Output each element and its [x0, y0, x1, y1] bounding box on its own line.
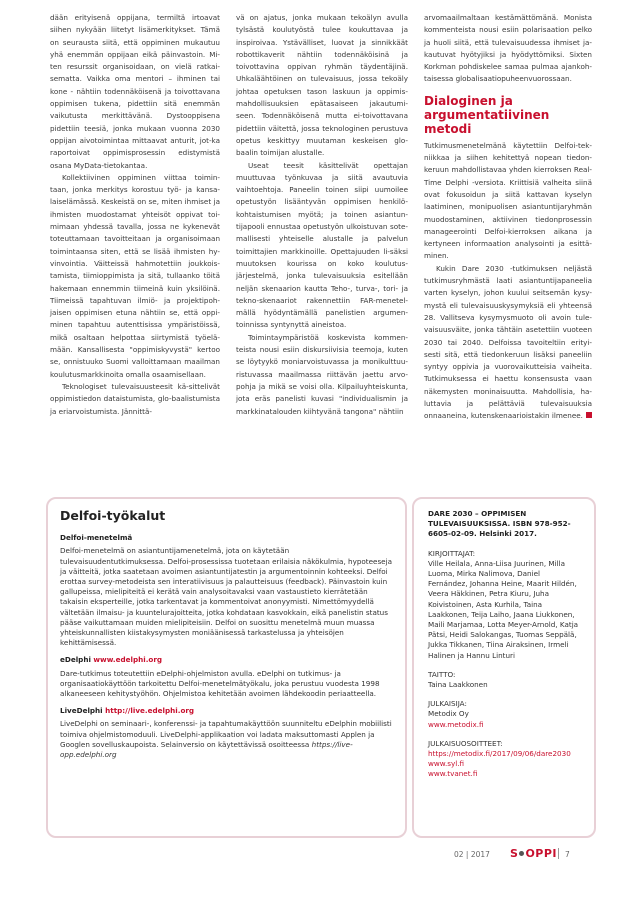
article-paragraph: dään erityisenä oppijana, termiltä irtoavat siihen nykyään liitetyt lisämerkitykset. Tämä on seurausta siitä, että oppiminen mukautuu yhä enemmän oppijaan eikä päinvastoin. Mi-ten resurssit organisoidaan, on vielä ratkai-sematta. Vaikka oma mentori – ihminen tai kone - nähtiin todennäköisenä ja toivottavana oppimisen tukena, pidettiin sitä enemmän vaikutusta merkittävänä. Dystooppisena pidettiin teesiä, jonka mukaan vuonna 2030 oppijan aivotoimintaa mittaavat anturit, jot-ka raportoivat oppimisprosessin edistymistä osana MyData-tietokantaa. — [50, 13, 220, 170]
article-paragraph: vä on ajatus, jonka mukaan tekoälyn avulla tylsästä koulutyöstä tulee koukuttavaa ja inspiroivaa. Ystävälliset, luovat ja sinnikkäät robottikaverit nähtiin todennäköisinä ja toivottavina oppivan ryhmän täydentäjinä. Uhkaläähtöinen on tulevaisuus, jossa tekoäly johtaa opetuksen tason laskuun ja oppimis-mahdollisuuksien epätasaiseen jakautumi-seen. Todennäköisenä mutta ei-toivottavana pidettiin väitettä, jossa teknologinen perustuva opetus keskittyy muutaman keskeisen glo-baalin toimijan alustalle. — [236, 13, 408, 158]
layout-name: Taina Laakkonen — [428, 680, 488, 690]
subsection-text — [60, 719, 393, 760]
edelphi-link[interactable]: www.edelphi.org — [93, 655, 163, 665]
publisher-link[interactable]: www.metodix.fi — [428, 719, 484, 729]
article-paragraph: arvomaailmaltaan kestämättömänä. Monista kommenteista nousi esiin polarisaation pelko ja huoli siitä, että tulevaisuudessa ihmiset ja-kautuvat hyötyjiksi ja hyödyttömiksi. Sixten Korkman pohdiskelee samaa pulmaa ajankoh-taisessa globalisaatiopuheenvuorossaan. — [424, 13, 592, 84]
soppi-logo — [510, 847, 557, 860]
publisher-block — [428, 699, 580, 730]
article-column-2 — [236, 12, 408, 418]
article-paragraph: Useat teesit käsittelivät opettajan muuttuvaa työnkuvaa ja siitä avautuvia vaihtoehtoja. Paneelin toinen siipi uumoilee opetustyön lisääntyvän oppimisen henkilö-kohtaistumisen myötä; ja toinen asiantun-tijapooli ennustaa opetustyön ulkoistuvan sote-mallisesti yhteiselle alustalle ja palvelun toimittajien markkinoille. Opettajuuden li-säksi muutoksen kourissa on koko koulutus-järjestelmä, jonka tulevaisuuksia esitellään neljän skenaarion kautta Teho-, turva-, tori- ja tekno-skenaariot rakennettiin FAR-menetel-mällä hyödyntämällä panelistien argumen-toinnissa syntynyttä aineistoa. — [236, 160, 408, 330]
subsection-title: Delfoi-menetelmä — [60, 533, 133, 543]
layout-label: TAITTO: — [428, 669, 456, 679]
issue-number: 02 | 2017 — [454, 850, 490, 859]
url-link[interactable]: https://metodix.fi/2017/09/06/dare2030 — [428, 749, 571, 759]
page-footer — [454, 849, 604, 863]
subsection-title — [60, 655, 393, 665]
livedelphi-text: LiveDelphi on seminaari-, konferenssi- ja tapahtumakäyttöön suunniteltu eDelphin mobiilisti toimiva ohjelmistomoduuli. LiveDelphi-applikaation voi ladata maksuttomasti Applen ja Googlen sovelluskaupoista. Selainversio on käytettävissä osoitteessa — [60, 719, 392, 749]
page-number: 7 — [565, 850, 570, 859]
publication-title: DARE 2030 – OPPIMISEN TULEVAISUUKSISSA. ISBN 978-952-6605-02-09. Helsinki 2017. — [428, 509, 571, 539]
urls-block — [428, 739, 580, 780]
publisher-label: JULKAISIJA: — [428, 699, 467, 709]
subsection-text: Delfoi-menetelmä on asiantuntijamenetelmä, jota on käytetään tulevaisuudentutkimuksessa. Delfoi-prosessissa tuotetaan erilaisia näkökulmia, hypoteeseja ja väitteitä, jotka saatetaan avoimen asiantuntijatestin ja argumentoinnin kohteeksi. Delfoi erottaa survey-metodeista sen interatiivisuus ja palautteisuus (feedback). Päinvastoin kuin gallupeissa, mielipiteitä ei kerätä vain analysoitavaksi vaan vastaustieto kierrätetään takaisin eksperteille, jotka tarkentavat ja kommentoivat anonyymisti. Nimettömyydellä vältetään ilmaisu- ja kuuntelurajoitteita, jotka kohdataan kasvokkain, eikä panelistin status pääse vaikuttamaan muiden mielipiteisiin. Delfoi on suosittu menetelmä muun muassa yhteiskunnallisten kiistakysymysten moniäänisessä tarkastelussa ja yhteisöjen kehittämisessä. — [60, 546, 393, 648]
url-link[interactable]: www.tvanet.fi — [428, 769, 478, 779]
urls-label: JULKAISUOSOITTEET: — [428, 738, 503, 748]
authors-label: KIRJOITTAJAT: — [428, 548, 476, 558]
subsection-text: Dare-tutkimus toteutettiin eDelphi-ohjelmiston avulla. eDelphi on tutkimus- ja organisaatiokäyttöön tarkoitettu Delfoi-menetelmätyökalu, joka perustuu vuodesta 1998 alkaneeseen kehitystyöhön. Ohjelmistoa kehitetään avoimen lähdekoodin periaatteella. — [60, 668, 380, 699]
delfoi-tools-box — [46, 497, 407, 838]
publication-info-box — [412, 497, 596, 838]
logo-dot-icon — [519, 851, 524, 856]
article-paragraph: Toimintaympäristöä koskevista kommen-teista nousi esiin diskursiivisia teemoja, kuten se löytyykö moniarvoistuvassa ja monikulttuu-ristuvassa maailmassa riittävän jaettu arvo-pohja ja mikä se voisi olla. Kilpailuyhteiskunta, jota eräs panelisti kuvasi "individualismin ja markkinatalouden kiihtyvänä tangona" nähtiin — [236, 332, 408, 416]
subsection-title — [60, 706, 393, 716]
footer-divider — [558, 848, 559, 859]
article-paragraph-text: Kukin Dare 2030 -tutkimuksen neljästä tutkimusryhmästä laati asiantuntijapaneelia varten kyselyn, johon kuului seitsemän kysy-mystä eli tulevaisuuskysymyksiä eli yhteensä 28. Vallitseva kysymysmuoto oli avoin tule-vaisuusväite, jonka tähtäin asetettiin vuoteen 2030 tai 2040. Delfoissa tavoiteltiin erityi-sesti sitä, että tiedonkeruun lisäksi paneeliin syntyy oppivia ja vuorovaikutteisia vaiheita. Tutkimuksessa ei haettu konsensusta vaan näkemysten moninaisuutta. Mahdollisia, ha-luttavia ja pelättäviä tulevaisuuksia onnaaneina, kutenskenaarioistakin ilmenee. — [424, 263, 592, 421]
end-mark-icon — [586, 412, 592, 418]
article-paragraph — [424, 263, 592, 423]
article-paragraph: Tutkimusmenetelmänä käytettiin Delfoi-tek-niikkaa ja siihen kehitettyä nopean tiedon-keruun mahdollistavaa yhden kierroksen Real-Time Delphi -versiota. Kriittisiä valheita siinä ovat fokusoidun ja siitä kattavan kyselyn laatiminen, monipuolisen asiantuntijaryhmän muodostaminen, aktiivinen tiedonprosessin manageerointi Delfoi-kierroksen aikana ja kertyneen informaation analysointi ja esittä-minen. — [424, 140, 592, 261]
livedelphi-link[interactable]: http://live.edelphi.org — [105, 706, 195, 716]
article-column-1 — [50, 12, 220, 418]
url-link[interactable]: www.syl.fi — [428, 759, 465, 769]
box-title: Delfoi-työkalut — [60, 508, 166, 523]
livedelphi-name: LiveDelphi — [60, 706, 103, 716]
logo-s: S — [510, 847, 519, 860]
section-heading: Dialoginen ja argumentatiivinen metodi — [424, 93, 550, 136]
article-paragraph: Kollektiivinen oppiminen viittaa toimin-taan, jonka merkitys korostuu työ- ja kansa-laiselämässä. Keskeistä on se, miten ihmiset ja ihmisten muodostamat yhteisöt oppivat toi-mimaan yhdessä tavalla, jossa ne kykenevät toteuttamaan tavoitteitaan ja organisoimaan toimintaansa siten, että se lisää ihmisten hy-vinvointia. Väitteissä hahmotettiin joukkois-tamista, tiimioppimista ja sitä, tullaanko töitä hakemaan ennemmin tiimeinä kuin yksilöinä. Tiimeissä tapahtuvan ilmiö- ja projektipoh-jaisen oppimisen etuna nähtiin se, että oppi-minen tapahtuu autenttisissa ympäristöissä, mikä osaltaan helpottaa siirtymistä työelä-mään. Kansallisesta "oppimiskyvystä" kertoo se, onnistuuko Suomi valloittamaan maailman koulutusmarkkinoita omalla osaamisellaan. — [50, 172, 220, 379]
authors-block — [428, 549, 580, 661]
layout-block — [428, 670, 580, 690]
article-column-3 — [424, 12, 592, 423]
authors-list: Ville Heilala, Anna-Liisa Juurinen, Milla Luoma, Mirka Nalimova, Daniel Fernández, Johanna Heine, Maarit Hildén, Veera Häkkinen, Petra Kiuru, Juha Koivistoinen, Asta Kurhila, Taina Laakkonen, Teija Laiho, Jaana Liukkonen, Maili Marjamaa, Lotta Meyer-Arnold, Katja Pätsi, Heidi Salokangas, Tuomas Seppälä, Jukka Tikkanen, Tiina Airaksinen, Irmeli Halinen ja Hannu Linturi — [428, 558, 579, 660]
article-paragraph: Teknologiset tulevaisuusteesit kä-sittelivät oppimistiedon dataistumista, glo-baalistumista ja eriarvoistumista. Jännittä- — [50, 381, 220, 416]
publisher-name: Metodix Oy — [428, 709, 469, 719]
logo-text: OPPI — [525, 847, 558, 860]
edelphi-name: eDelphi — [60, 655, 91, 665]
livedelphi-url[interactable]: https://live-opp.edelphi.org — [60, 739, 353, 760]
